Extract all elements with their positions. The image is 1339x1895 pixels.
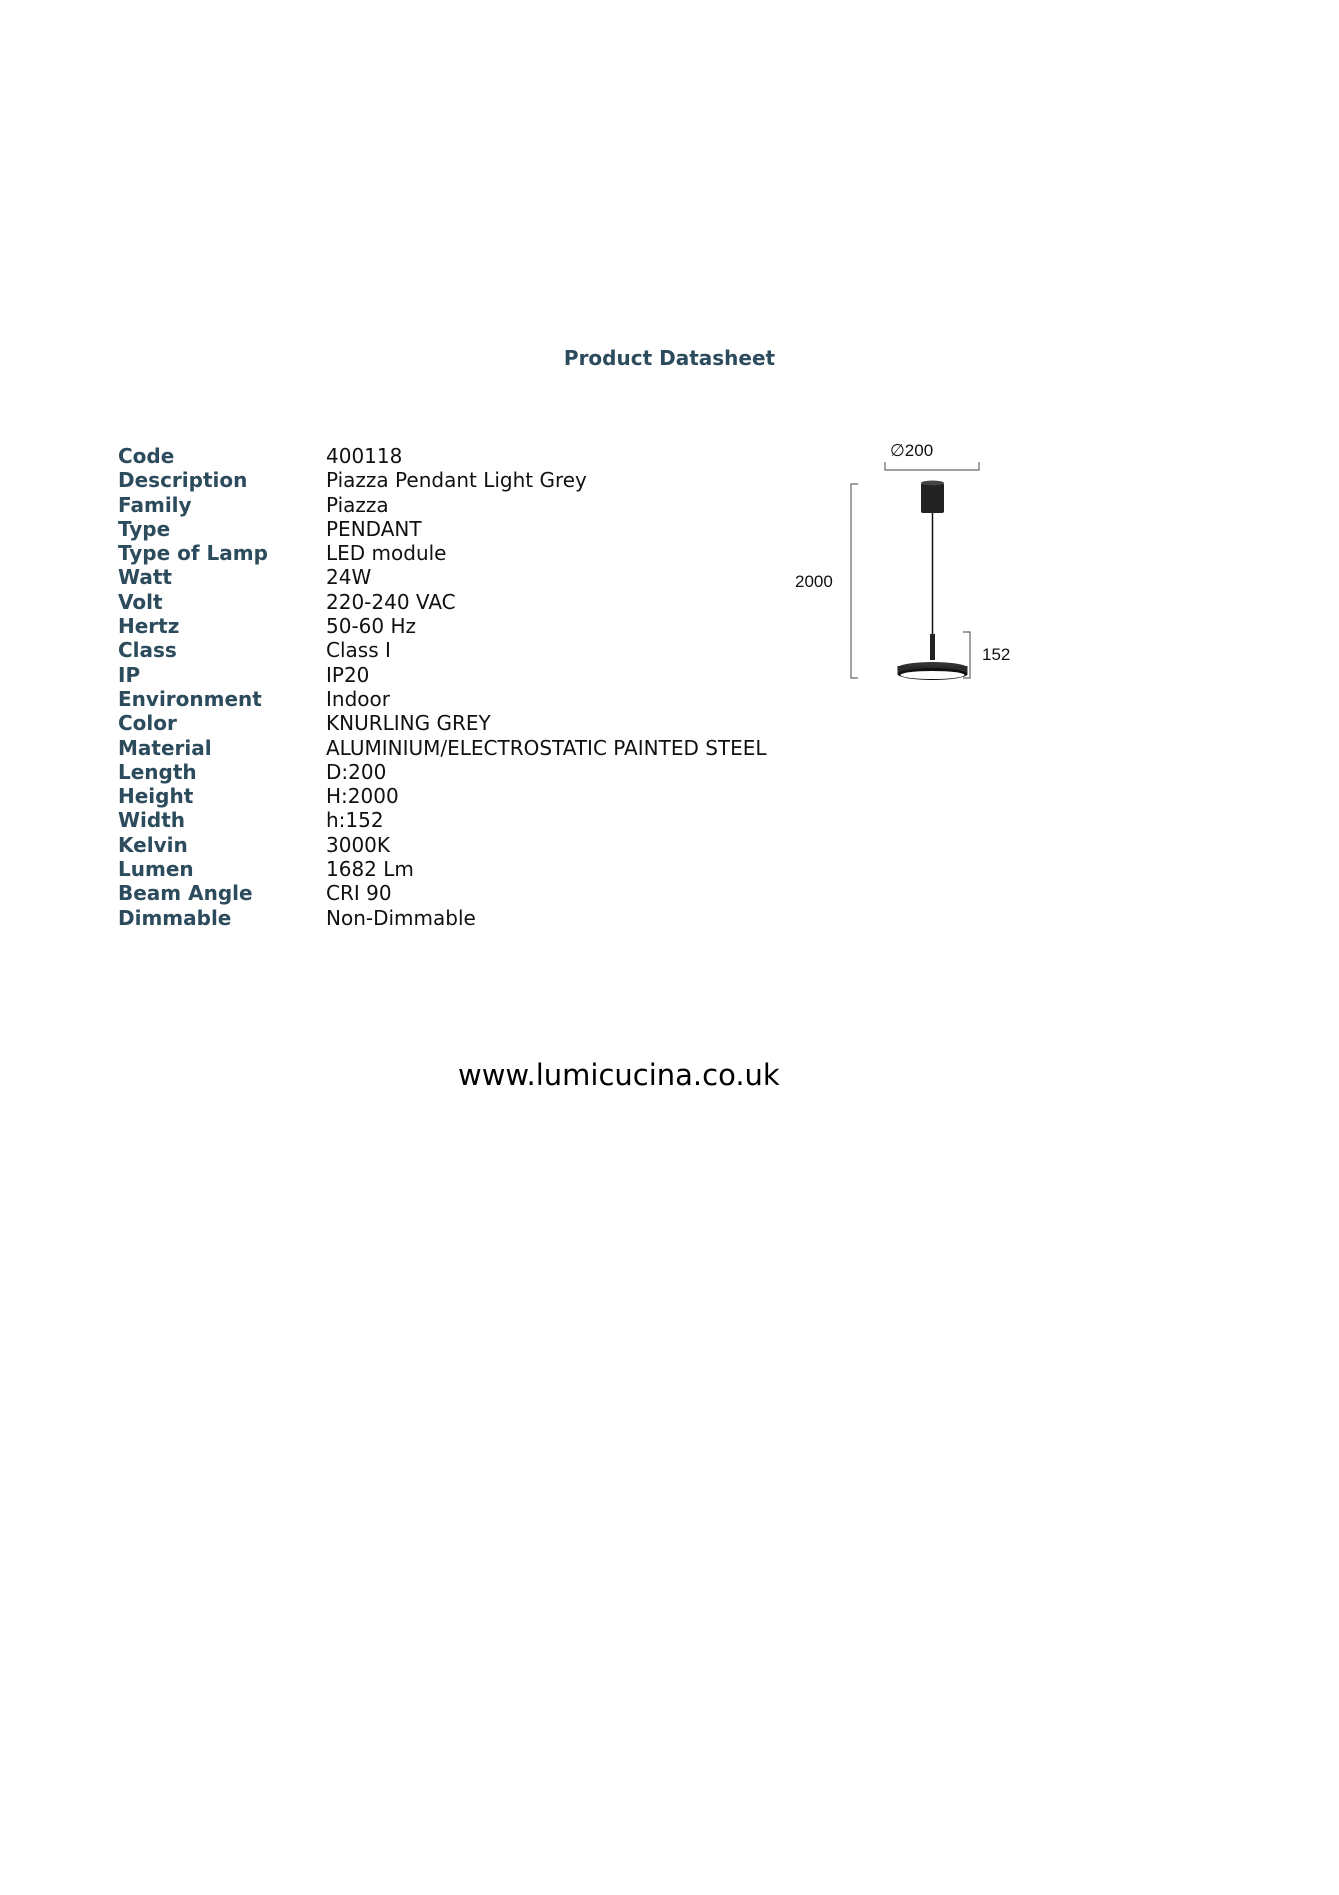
spec-label: IP	[118, 662, 141, 687]
spec-label: Color	[118, 711, 177, 736]
spec-label: Type of Lamp	[118, 541, 268, 566]
spec-row-environment	[118, 687, 767, 711]
spec-label: Dimmable	[118, 905, 232, 930]
spec-row-material	[118, 736, 767, 760]
spec-row-hertz	[118, 614, 767, 638]
spec-row-class	[118, 638, 767, 662]
spec-label: Hertz	[118, 614, 180, 639]
spec-value: 1682 Lm	[326, 857, 414, 882]
spec-row-type-of-lamp	[118, 541, 767, 565]
height-label: 2000	[795, 572, 833, 591]
spec-value: Piazza	[326, 492, 389, 517]
spec-label: Beam Angle	[118, 881, 253, 906]
spec-value: H:2000	[326, 784, 399, 809]
spec-value: 3000K	[326, 832, 391, 857]
spec-value: Piazza Pendant Light Grey	[326, 468, 587, 493]
diameter-label: ∅200	[890, 441, 934, 460]
spec-label: Class	[118, 638, 177, 663]
spec-row-ip	[118, 663, 767, 687]
spec-value: 220-240 VAC	[326, 589, 456, 614]
spec-value: Class I	[326, 638, 391, 663]
spec-row-code	[118, 444, 767, 468]
page-title: Product Datasheet	[563, 346, 776, 370]
spec-row-length	[118, 760, 767, 784]
spec-row-description	[118, 468, 767, 492]
pendant-lamp-icon	[851, 462, 979, 680]
spec-label: Type	[118, 516, 171, 541]
spec-label: Height	[118, 784, 194, 809]
pendant-dimension-drawing	[795, 440, 1035, 690]
spec-label: Description	[118, 468, 248, 493]
spec-row-beam-angle	[118, 881, 767, 905]
spec-value: PENDANT	[326, 516, 422, 541]
spec-row-kelvin	[118, 833, 767, 857]
spec-label: Kelvin	[118, 832, 188, 857]
spec-row-width	[118, 808, 767, 832]
spec-value: 400118	[326, 444, 403, 468]
spec-value: ALUMINIUM/ELECTROSTATIC PAINTED STEEL	[326, 735, 767, 760]
spec-value: IP20	[326, 662, 370, 687]
spec-label: Length	[118, 759, 197, 784]
spec-value: 24W	[326, 565, 372, 590]
spec-table	[118, 444, 767, 930]
spec-value: Indoor	[326, 686, 390, 711]
spec-value: CRI 90	[326, 881, 392, 906]
spec-row-lumen	[118, 857, 767, 881]
body-height-label: 152	[982, 645, 1011, 664]
spec-row-color	[118, 711, 767, 735]
spec-row-family	[118, 493, 767, 517]
spec-label: Environment	[118, 686, 262, 711]
spec-row-height	[118, 784, 767, 808]
spec-label: Code	[118, 444, 175, 468]
spec-label: Lumen	[118, 857, 194, 882]
spec-label: Family	[118, 492, 192, 517]
spec-row-volt	[118, 590, 767, 614]
spec-row-watt	[118, 565, 767, 589]
spec-label: Width	[118, 808, 186, 833]
spec-value: D:200	[326, 759, 387, 784]
spec-label: Material	[118, 735, 212, 760]
spec-row-type	[118, 517, 767, 541]
spec-value: KNURLING GREY	[326, 711, 491, 736]
website-url[interactable]: www.lumicucina.co.uk	[458, 1058, 780, 1092]
spec-label: Volt	[118, 589, 163, 614]
spec-row-dimmable	[118, 906, 767, 930]
spec-value: h:152	[326, 808, 384, 833]
spec-value: 50-60 Hz	[326, 614, 417, 639]
spec-value: Non-Dimmable	[326, 905, 476, 930]
spec-value: LED module	[326, 541, 447, 566]
spec-label: Watt	[118, 565, 172, 590]
